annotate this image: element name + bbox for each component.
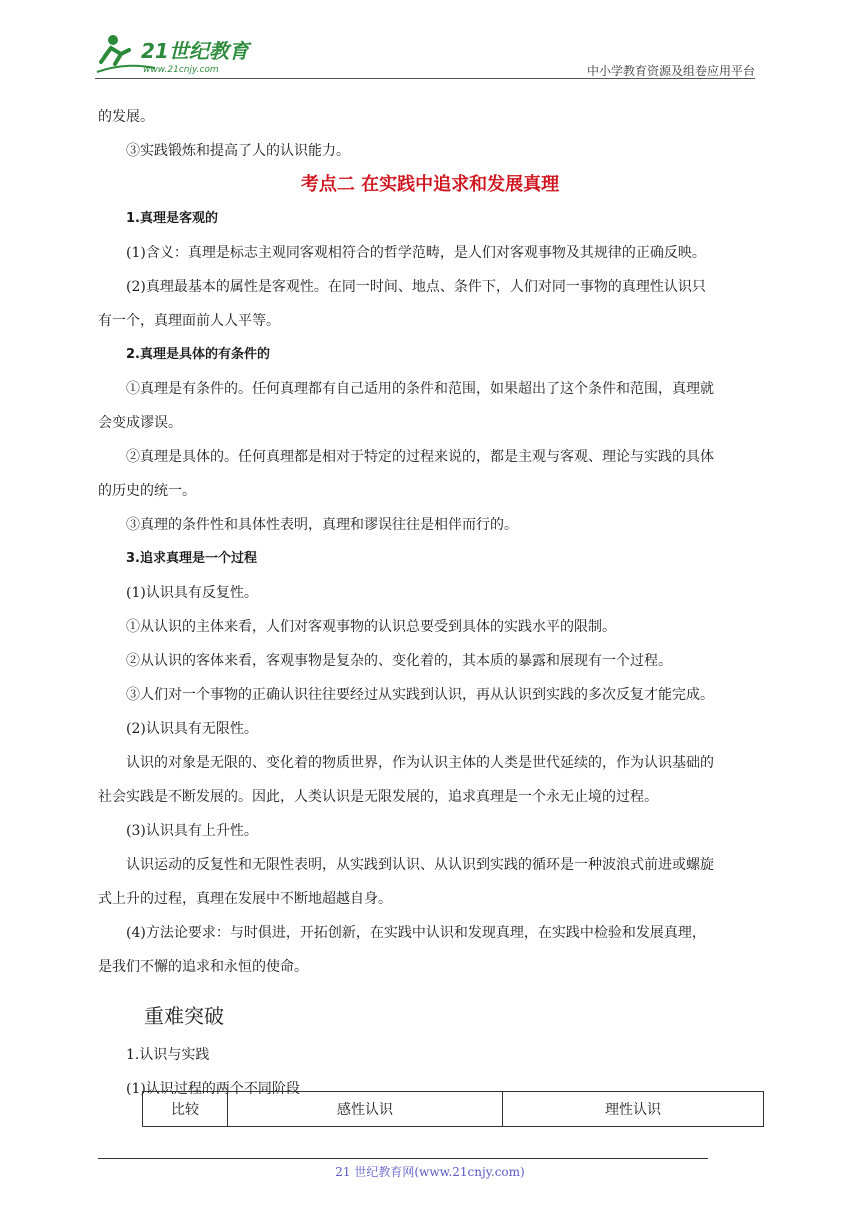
subheading: 3.追求真理是一个过程: [126, 551, 257, 566]
logo-url: www.21cnjy.com: [143, 65, 219, 75]
text-line: ②从认识的客体来看，客观事物是复杂的、变化着的，其本质的暴露和展现有一个过程。: [126, 653, 672, 669]
text-line: 认识的对象是无限的、变化着的物质世界，作为认识主体的人类是世代延续的，作为认识基础的: [126, 755, 714, 771]
text-line: (2)认识具有无限性。: [126, 721, 258, 737]
text-line: ③真理的条件性和具体性表明，真理和谬误往往是相伴而行的。: [126, 517, 518, 533]
header-divider: [95, 78, 755, 79]
text-line: 认识运动的反复性和无限性表明，从实践到认识、从认识到实践的循环是一种波浪式前进或螺旋: [126, 857, 714, 873]
text-line: 社会实践是不断发展的。因此，人类认识是无限发展的，追求真理是一个永无止境的过程。: [98, 789, 658, 805]
runner-logo-icon: [95, 32, 265, 76]
text-line: (3)认识具有上升性。: [126, 823, 258, 839]
text-line: (4)方法论要求：与时俱进，开拓创新，在实践中认识和发现真理，在实践中检验和发展真理，: [126, 925, 706, 941]
platform-name: 中小学教育资源及组卷应用平台: [586, 64, 755, 78]
text-line: 是我们不懈的追求和永恒的使命。: [98, 959, 308, 975]
table-header-cell: 比较: [143, 1092, 228, 1127]
text-line: 会变成谬误。: [98, 415, 182, 431]
text-line: ①从认识的主体来看，人们对客观事物的认识总要受到具体的实践水平的限制。: [126, 619, 616, 635]
section-title: 考点二 在实践中追求和发展真理: [300, 174, 560, 195]
text-line: (1)认识过程的两个不同阶段: [126, 1081, 300, 1097]
site-logo: [95, 32, 265, 76]
major-heading: 重难突破: [144, 1004, 224, 1028]
text-line: 的历史的统一。: [98, 483, 196, 499]
subheading: 1.认识与实践: [126, 1047, 210, 1063]
page-header: [95, 28, 755, 80]
text-line: ③实践锻炼和提高了人的认识能力。: [126, 143, 350, 159]
text-line: 式上升的过程，真理在发展中不断地超越自身。: [98, 891, 392, 907]
subheading: 2.真理是具体的有条件的: [126, 347, 270, 362]
text-line: ①真理是有条件的。任何真理都有自己适用的条件和范围，如果超出了这个条件和范围，真理就: [126, 381, 714, 397]
text-line: (2)真理最基本的属性是客观性。在同一时间、地点、条件下，人们对同一事物的真理性认识只: [126, 279, 706, 295]
table-header-cell: 理性认识: [503, 1092, 764, 1127]
comparison-table: [142, 1091, 764, 1127]
text-line: 有一个，真理面前人人平等。: [98, 313, 280, 329]
document-body: [98, 100, 762, 1106]
text-line: 的发展。: [98, 109, 154, 125]
text-line: (1)含义：真理是标志主观同客观相符合的哲学范畴，是人们对客观事物及其规律的正确反映。: [126, 245, 706, 261]
text-line: (1)认识具有反复性。: [126, 585, 258, 601]
footer-text[interactable]: 21 世纪教育网(www.21cnjy.com): [335, 1165, 525, 1179]
logo-text: 21世纪教育: [141, 39, 249, 63]
text-line: ②真理是具体的。任何真理都是相对于特定的过程来说的，都是主观与客观、理论与实践的具体: [126, 449, 714, 465]
table-header-cell: 感性认识: [228, 1092, 503, 1127]
text-line: ③人们对一个事物的正确认识往往要经过从实践到认识，再从认识到实践的多次反复才能完成。: [126, 687, 714, 703]
table-row: [143, 1092, 764, 1127]
subheading: 1.真理是客观的: [126, 211, 218, 226]
footer-divider: [98, 1158, 708, 1159]
